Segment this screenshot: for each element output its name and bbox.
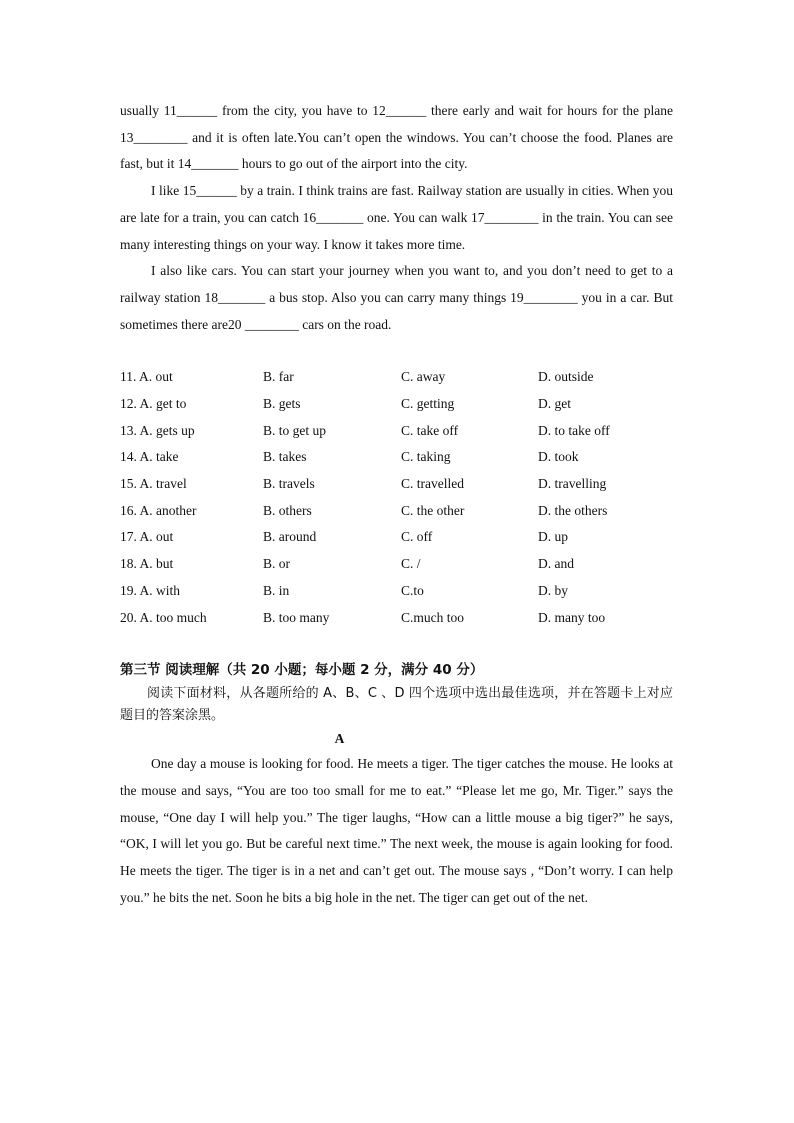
option-b: B. travels xyxy=(263,476,315,492)
option-b: B. gets xyxy=(263,396,301,412)
option-d: D. to take off xyxy=(538,422,610,438)
option-c: C. travelled xyxy=(401,476,464,492)
option-c: C. the other xyxy=(401,502,465,518)
option-b: B. in xyxy=(263,582,290,598)
cloze-paragraph-2: I like 15______ by a train. I think trains are fast. Railway station are usually in cities. When you are late for a train, you can catch 16_______ one. You can walk 17________ in the train. You can see many interesting things on your way. I know it takes more time. xyxy=(120,183,673,252)
cloze-paragraph-3: I also like cars. You can start your journey when you want to, and you don’t need to get to a railway station 18_______ a bus stop. Also you can carry many things 19________ you in a car. But sometimes there are20 ________ cars on the road. xyxy=(120,263,673,332)
option-d: D. get xyxy=(538,396,571,412)
option-row-12 xyxy=(120,391,673,418)
option-d: D. took xyxy=(538,449,579,465)
passage-label: A xyxy=(334,731,345,747)
option-row-17 xyxy=(120,524,673,551)
option-a: 18. A. but xyxy=(120,556,174,572)
option-a: 16. A. another xyxy=(120,502,197,518)
option-row-11 xyxy=(120,364,673,391)
option-a: 11. A. out xyxy=(120,369,173,385)
cloze-paragraph-1: usually 11______ from the city, you have to 12______ there early and wait for hours for the plane 13________ and it is often late.You can’t open the windows. You can’t choose the food. Planes are fast, but it 14_______ hours to go out of the airport into the city. xyxy=(120,103,673,172)
option-row-14 xyxy=(120,444,673,471)
option-c: C. taking xyxy=(401,449,451,465)
option-d: D. many too xyxy=(538,609,606,625)
option-c: C.to xyxy=(401,582,424,598)
option-c: C.much too xyxy=(401,609,464,625)
option-c: C. / xyxy=(401,556,421,572)
option-d: D. by xyxy=(538,582,568,598)
option-a: 17. A. out xyxy=(120,529,174,545)
option-d: D. and xyxy=(538,556,574,572)
option-row-13 xyxy=(120,418,673,445)
option-b: B. or xyxy=(263,556,290,572)
option-row-19 xyxy=(120,578,673,605)
option-d: D. outside xyxy=(538,369,594,385)
option-c: C. take off xyxy=(401,422,459,438)
option-c: C. away xyxy=(401,369,446,385)
option-a: 19. A. with xyxy=(120,582,181,598)
option-a: 20. A. too much xyxy=(120,609,207,625)
cloze-passage xyxy=(120,98,673,338)
passage-text: One day a mouse is looking for food. He meets a tiger. The tiger catches the mouse. He looks at the mouse and says, “You are too too small for me to eat.” “Please let me go, Mr. Tiger.” says the mouse, “One day I will help you.” The tiger laughs, “How can a little mouse a big tiger?” he says, “OK, I will let you go. But be careful next time.” The next week, the mouse is again looking for food. He meets the tiger. The tiger is in a net and can’t get out. The mouse says , “Don’t worry. I can help you.” he bits the net. Soon he bits a big hole in the net. The tiger can get out of the net. xyxy=(120,756,673,905)
option-c: C. off xyxy=(401,529,433,545)
options-list xyxy=(120,364,673,631)
option-a: 14. A. take xyxy=(120,449,179,465)
option-a: 13. A. gets up xyxy=(120,422,195,438)
option-d: D. the others xyxy=(538,502,608,518)
section-instruction: 阅读下面材料，从各题所给的 A、B、C 、D 四个选项中选出最佳选项，并在答题卡上对应题目的答案涂黑。 xyxy=(120,686,673,724)
option-a: 15. A. travel xyxy=(120,476,187,492)
option-c: C. getting xyxy=(401,396,455,412)
option-b: B. too many xyxy=(263,609,330,625)
option-row-18 xyxy=(120,551,673,578)
option-b: B. far xyxy=(263,369,294,385)
reading-passage xyxy=(120,751,673,911)
option-a: 12. A. get to xyxy=(120,396,187,412)
option-b: B. takes xyxy=(263,449,307,465)
option-d: D. travelling xyxy=(538,476,607,492)
option-row-20 xyxy=(120,605,673,632)
option-b: B. to get up xyxy=(263,422,326,438)
section-title: 第三节 阅读理解（共 20 小题；每小题 2 分，满分 40 分） xyxy=(120,662,484,679)
document-page xyxy=(120,98,673,911)
option-d: D. up xyxy=(538,529,568,545)
option-row-16 xyxy=(120,498,673,525)
option-row-15 xyxy=(120,471,673,498)
option-b: B. others xyxy=(263,502,312,518)
option-b: B. around xyxy=(263,529,317,545)
